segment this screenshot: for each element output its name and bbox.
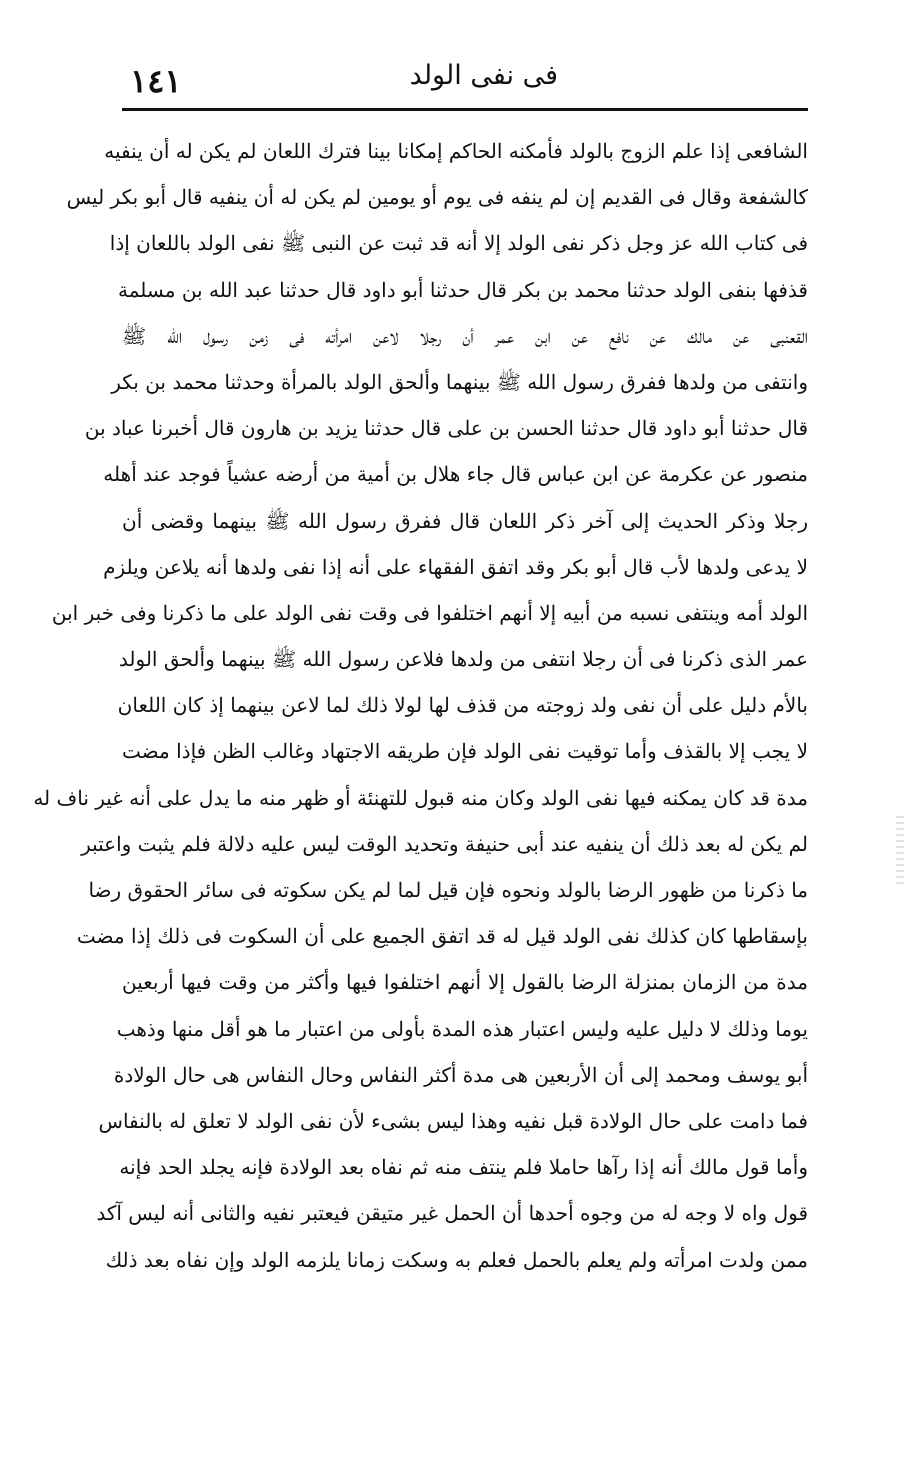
text-line: قذفها بنفى الولد حدثنا محمد بن بكر قال حدثنا أبو داود قال حدثنا عبد الله بن مسلمة <box>118 277 808 302</box>
page-header <box>122 58 808 108</box>
text-line: الشافعى إذا علم الزوج بالولد فأمكنه الحاكم إمكانا بينا فترك اللعان لم يكن له أن ينفيه <box>104 139 808 163</box>
text-line: القعنبى عن مالك عن نافع عن ابن عمر أن رجلا لاعن امرأته فى زمن رسول الله ﷺ <box>122 323 808 348</box>
text-line: قول واه لا وجه له من وجوه أحدها أن الحمل غير متيقن فيعتبر نفيه والثانى أنه ليس آكد <box>96 1201 808 1226</box>
text-line: لا يدعى ولدها لأب قال أبو بكر وقد اتفق الفقهاء على أنه إذا نفى ولدها أنه يلاعن ويلزم <box>103 554 808 579</box>
text-line: بإسقاطها كان كذلك نفى الولد قيل له قد اتفق الجميع على أن السكوت فى ذلك إذا مضت <box>76 924 808 949</box>
text-line: فى كتاب الله عز وجل ذكر نفى الولد إلا أنه قد ثبت عن النبى ﷺ نفى الولد باللعان إذا <box>109 231 808 256</box>
text-line: مدة قد كان يمكنه فيها نفى الولد وكان منه قبول للتهنئة أو ظهر منه ما يدل على أنه غير ناف له <box>33 785 808 810</box>
header-rule <box>122 108 808 111</box>
text-line: ممن ولدت امرأته ولم يعلم بالحمل فعلم به وسكت زمانا يلزمه الولد وإن نفاه بعد ذلك <box>105 1247 808 1272</box>
body-text <box>33 128 808 1283</box>
text-line: بالأم دليل على أن نفى ولد زوجته من قذف لها لولا ذلك لما لاعن بينهما إذ كان اللعان <box>117 693 808 718</box>
text-line: أبو يوسف ومحمد إلى أن الأربعين هى مدة أكثر النفاس وحال النفاس هى حال الولادة <box>113 1062 808 1087</box>
text-line: يوما وذلك لا دليل عليه وليس اعتبار هذه المدة بأولى من اعتبار ما هو أقل منها وذهب <box>116 1016 808 1041</box>
text-line: كالشفعة وقال فى القديم إن لم ينفه فى يوم أو يومين لم يكن له أن ينفيه قال أبو بكر ليس <box>66 185 808 210</box>
text-line: قال حدثنا أبو داود قال حدثنا الحسن بن على قال حدثنا يزيد بن هارون قال أخبرنا عباد بن <box>84 416 808 441</box>
scan-artifact <box>896 816 904 888</box>
text-line: ما ذكرنا من ظهور الرضا بالولد ونحوه فإن قيل لما لم يكن سكوته فى سائر الحقوق رضا <box>88 878 808 902</box>
text-line: رجلا وذكر الحديث إلى آخر ذكر اللعان قال ففرق رسول الله ﷺ بينهما وقضى أن <box>122 508 808 533</box>
page-number: ١٤١ <box>130 62 182 100</box>
text-line: لم يكن له بعد ذلك أن ينفيه عند أبى حنيفة وتحديد الوقت ليس عليه دلالة فلم يثبت واعتبر <box>81 831 808 856</box>
text-line: فما دامت على حال الولادة قبل نفيه وهذا ليس بشىء لأن نفى الولد لا تعلق له بالنفاس <box>98 1108 808 1133</box>
text-line: وأما قول مالك أنه إذا رآها حاملا فلم ينتف منه ثم نفاه بعد الولادة فإنه يجلد الحد فإنه <box>119 1155 808 1180</box>
text-line: منصور عن عكرمة عن ابن عباس قال جاء هلال بن أمية من أرضه عشياً فوجد عند أهله <box>103 462 808 487</box>
text-line: وانتفى من ولدها ففرق رسول الله ﷺ بينهما وألحق الولد بالمرأة وحدثنا محمد بن بكر <box>111 369 808 394</box>
text-line: عمر الذى ذكرنا فى أن رجلا انتفى من ولدها فلاعن رسول الله ﷺ بينهما وألحق الولد <box>118 647 808 672</box>
text-line: مدة من الزمان بمنزلة الرضا بالقول إلا أنهم اختلفوا فيها وأكثر من وقت فيها أربعين <box>122 970 808 995</box>
text-line: الولد أمه وينتفى نسبه من أبيه إلا أنهم اختلفوا فى وقت نفى الولد على ما ذكرنا وفى خبر ابن <box>51 600 808 625</box>
running-title: فى نفى الولد <box>409 60 558 91</box>
text-line: لا يجب إلا بالقذف وأما توقيت نفى الولد فإن طريقه الاجتهاد وغالب الظن فإذا مضت <box>122 739 808 764</box>
